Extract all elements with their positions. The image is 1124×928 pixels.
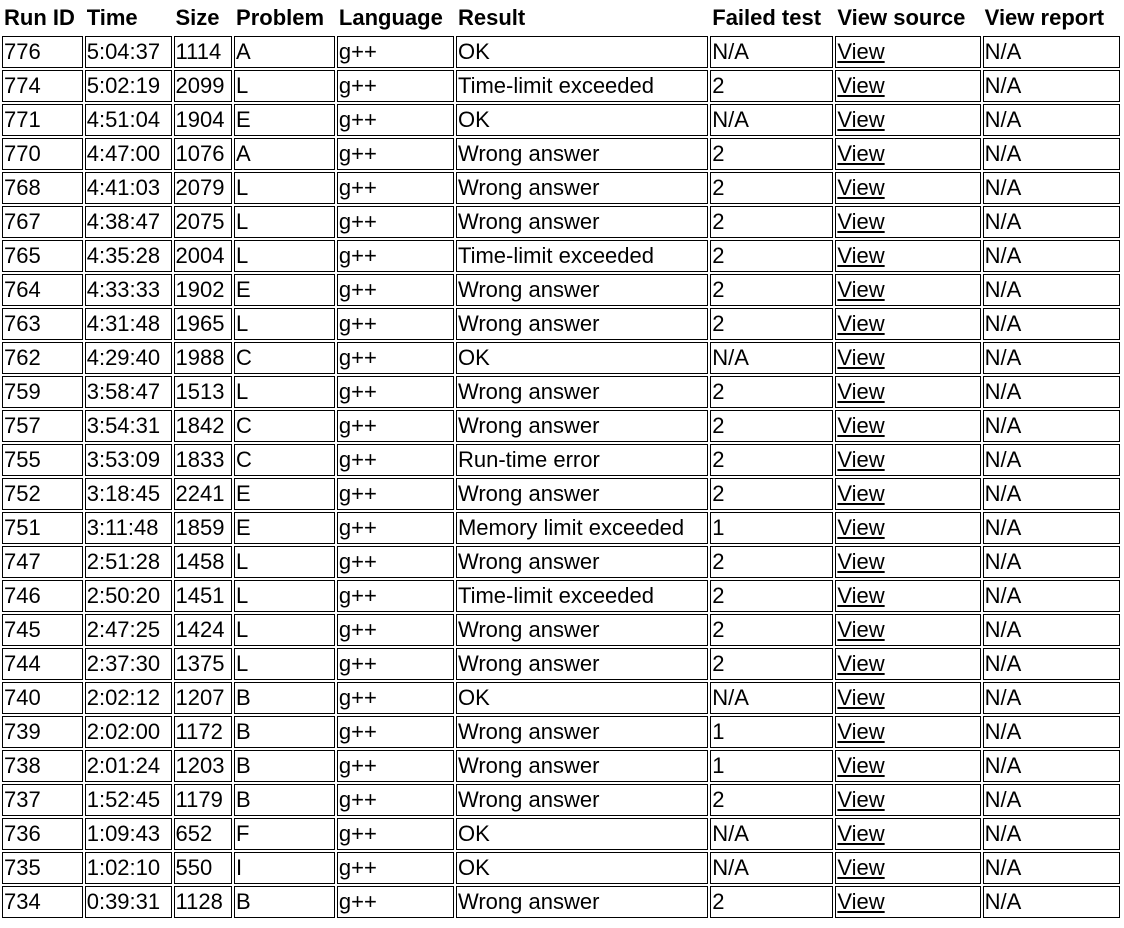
time-cell: 4:31:48 (85, 308, 172, 340)
view-report-cell: N/A (983, 376, 1120, 408)
failed-test-cell: 2 (710, 206, 833, 238)
failed-test-cell: 1 (710, 512, 833, 544)
result-cell: Time-limit exceeded (456, 580, 708, 612)
problem-cell: B (234, 784, 335, 816)
failed-test-cell: N/A (710, 104, 833, 136)
view-source-link[interactable]: View (837, 583, 885, 608)
failed-test-cell: 2 (710, 580, 833, 612)
table-row (2, 240, 1120, 272)
table-row (2, 818, 1120, 850)
view-source-link[interactable]: View (837, 787, 885, 812)
problem-cell: L (234, 614, 335, 646)
failed-test-cell: 2 (710, 444, 833, 476)
run-id-cell: 736 (2, 818, 83, 850)
result-cell: Wrong answer (456, 308, 708, 340)
view-source-cell (835, 648, 980, 680)
table-row (2, 546, 1120, 578)
run-id-cell: 738 (2, 750, 83, 782)
view-report-cell: N/A (983, 580, 1120, 612)
language-cell: g++ (337, 240, 454, 272)
run-id-cell: 747 (2, 546, 83, 578)
run-id-cell: 751 (2, 512, 83, 544)
table-row (2, 342, 1120, 374)
time-cell: 3:53:09 (85, 444, 172, 476)
view-source-cell (835, 206, 980, 238)
time-cell: 2:02:12 (85, 682, 172, 714)
view-report-cell: N/A (983, 36, 1120, 68)
language-cell: g++ (337, 104, 454, 136)
size-cell: 2241 (174, 478, 233, 510)
time-cell: 1:02:10 (85, 852, 172, 884)
size-cell: 1842 (174, 410, 233, 442)
result-cell: Wrong answer (456, 410, 708, 442)
time-cell: 3:11:48 (85, 512, 172, 544)
view-source-cell (835, 70, 980, 102)
size-cell: 1513 (174, 376, 233, 408)
header-row (2, 2, 1120, 34)
view-report-cell: N/A (983, 818, 1120, 850)
language-cell: g++ (337, 580, 454, 612)
result-cell: Run-time error (456, 444, 708, 476)
time-cell: 4:51:04 (85, 104, 172, 136)
view-source-link[interactable]: View (837, 515, 885, 540)
view-source-link[interactable]: View (837, 107, 885, 132)
view-source-cell (835, 852, 980, 884)
run-id-cell: 745 (2, 614, 83, 646)
problem-cell: B (234, 886, 335, 918)
view-source-link[interactable]: View (837, 379, 885, 404)
view-report-cell: N/A (983, 138, 1120, 170)
table-row (2, 172, 1120, 204)
view-source-cell (835, 512, 980, 544)
view-source-cell (835, 274, 980, 306)
language-cell: g++ (337, 342, 454, 374)
failed-test-cell: N/A (710, 342, 833, 374)
result-cell: OK (456, 818, 708, 850)
problem-cell: C (234, 444, 335, 476)
view-report-cell: N/A (983, 444, 1120, 476)
result-cell: Time-limit exceeded (456, 70, 708, 102)
view-source-link[interactable]: View (837, 855, 885, 880)
table-row (2, 410, 1120, 442)
col-header-view-report: View report (983, 2, 1120, 34)
view-report-cell: N/A (983, 614, 1120, 646)
failed-test-cell: 2 (710, 886, 833, 918)
run-id-cell: 746 (2, 580, 83, 612)
size-cell: 1207 (174, 682, 233, 714)
view-source-cell (835, 376, 980, 408)
view-report-cell: N/A (983, 240, 1120, 272)
problem-cell: L (234, 206, 335, 238)
view-report-cell: N/A (983, 512, 1120, 544)
table-body (2, 36, 1120, 918)
language-cell: g++ (337, 784, 454, 816)
size-cell: 1451 (174, 580, 233, 612)
time-cell: 4:35:28 (85, 240, 172, 272)
col-header-run-id: Run ID (2, 2, 83, 34)
run-id-cell: 770 (2, 138, 83, 170)
failed-test-cell: 2 (710, 70, 833, 102)
time-cell: 4:47:00 (85, 138, 172, 170)
view-source-link[interactable]: View (837, 685, 885, 710)
table-row (2, 784, 1120, 816)
view-source-link[interactable]: View (837, 549, 885, 574)
time-cell: 3:54:31 (85, 410, 172, 442)
result-cell: Wrong answer (456, 886, 708, 918)
problem-cell: B (234, 682, 335, 714)
view-source-cell (835, 410, 980, 442)
view-report-cell: N/A (983, 716, 1120, 748)
language-cell: g++ (337, 614, 454, 646)
view-report-cell: N/A (983, 886, 1120, 918)
time-cell: 4:38:47 (85, 206, 172, 238)
result-cell: Wrong answer (456, 138, 708, 170)
problem-cell: E (234, 274, 335, 306)
view-source-link[interactable]: View (837, 413, 885, 438)
failed-test-cell: 2 (710, 546, 833, 578)
failed-test-cell: 2 (710, 410, 833, 442)
view-source-cell (835, 342, 980, 374)
size-cell: 1904 (174, 104, 233, 136)
view-source-link[interactable]: View (837, 277, 885, 302)
size-cell: 652 (174, 818, 233, 850)
table-row (2, 886, 1120, 918)
view-report-cell: N/A (983, 206, 1120, 238)
problem-cell: E (234, 478, 335, 510)
time-cell: 5:04:37 (85, 36, 172, 68)
view-source-link[interactable]: View (837, 481, 885, 506)
view-source-cell (835, 682, 980, 714)
run-id-cell: 737 (2, 784, 83, 816)
problem-cell: L (234, 376, 335, 408)
run-id-cell: 774 (2, 70, 83, 102)
view-source-link[interactable]: View (837, 175, 885, 200)
problem-cell: A (234, 36, 335, 68)
time-cell: 2:01:24 (85, 750, 172, 782)
size-cell: 2004 (174, 240, 233, 272)
failed-test-cell: N/A (710, 852, 833, 884)
run-id-cell: 752 (2, 478, 83, 510)
run-id-cell: 762 (2, 342, 83, 374)
size-cell: 1172 (174, 716, 233, 748)
table-row (2, 750, 1120, 782)
table-row (2, 648, 1120, 680)
failed-test-cell: N/A (710, 682, 833, 714)
result-cell: Wrong answer (456, 716, 708, 748)
view-source-cell (835, 36, 980, 68)
failed-test-cell: 2 (710, 240, 833, 272)
table-row (2, 206, 1120, 238)
view-source-link[interactable]: View (837, 651, 885, 676)
failed-test-cell: 2 (710, 648, 833, 680)
table-row (2, 512, 1120, 544)
language-cell: g++ (337, 410, 454, 442)
problem-cell: L (234, 308, 335, 340)
table-row (2, 614, 1120, 646)
view-source-cell (835, 478, 980, 510)
view-report-cell: N/A (983, 546, 1120, 578)
time-cell: 1:52:45 (85, 784, 172, 816)
view-source-link[interactable]: View (837, 617, 885, 642)
view-report-cell: N/A (983, 274, 1120, 306)
view-source-link[interactable]: View (837, 141, 885, 166)
table-row (2, 70, 1120, 102)
run-id-cell: 776 (2, 36, 83, 68)
run-id-cell: 767 (2, 206, 83, 238)
run-id-cell: 759 (2, 376, 83, 408)
col-header-size: Size (174, 2, 233, 34)
view-source-cell (835, 308, 980, 340)
size-cell: 1424 (174, 614, 233, 646)
failed-test-cell: 1 (710, 716, 833, 748)
failed-test-cell: 1 (710, 750, 833, 782)
time-cell: 4:33:33 (85, 274, 172, 306)
table-row (2, 478, 1120, 510)
language-cell: g++ (337, 36, 454, 68)
size-cell: 2075 (174, 206, 233, 238)
table-row (2, 308, 1120, 340)
time-cell: 4:41:03 (85, 172, 172, 204)
view-report-cell: N/A (983, 648, 1120, 680)
size-cell: 550 (174, 852, 233, 884)
view-report-cell: N/A (983, 784, 1120, 816)
size-cell: 1128 (174, 886, 233, 918)
time-cell: 2:02:00 (85, 716, 172, 748)
language-cell: g++ (337, 478, 454, 510)
size-cell: 1076 (174, 138, 233, 170)
failed-test-cell: 2 (710, 274, 833, 306)
view-report-cell: N/A (983, 70, 1120, 102)
table-row (2, 274, 1120, 306)
size-cell: 1203 (174, 750, 233, 782)
view-report-cell: N/A (983, 308, 1120, 340)
problem-cell: L (234, 172, 335, 204)
problem-cell: F (234, 818, 335, 850)
run-id-cell: 765 (2, 240, 83, 272)
result-cell: OK (456, 342, 708, 374)
table-row (2, 580, 1120, 612)
view-source-cell (835, 614, 980, 646)
size-cell: 1179 (174, 784, 233, 816)
view-report-cell: N/A (983, 682, 1120, 714)
time-cell: 4:29:40 (85, 342, 172, 374)
run-id-cell: 744 (2, 648, 83, 680)
time-cell: 2:50:20 (85, 580, 172, 612)
problem-cell: L (234, 70, 335, 102)
failed-test-cell: 2 (710, 478, 833, 510)
col-header-problem: Problem (234, 2, 335, 34)
result-cell: Wrong answer (456, 648, 708, 680)
run-id-cell: 764 (2, 274, 83, 306)
view-source-link[interactable]: View (837, 719, 885, 744)
problem-cell: B (234, 750, 335, 782)
view-source-link[interactable]: View (837, 345, 885, 370)
size-cell: 2079 (174, 172, 233, 204)
size-cell: 1902 (174, 274, 233, 306)
run-id-cell: 734 (2, 886, 83, 918)
size-cell: 2099 (174, 70, 233, 102)
result-cell: OK (456, 682, 708, 714)
time-cell: 2:51:28 (85, 546, 172, 578)
view-source-link[interactable]: View (837, 209, 885, 234)
failed-test-cell: 2 (710, 138, 833, 170)
size-cell: 1375 (174, 648, 233, 680)
language-cell: g++ (337, 138, 454, 170)
view-source-link[interactable]: View (837, 311, 885, 336)
run-id-cell: 740 (2, 682, 83, 714)
result-cell: Wrong answer (456, 206, 708, 238)
problem-cell: A (234, 138, 335, 170)
language-cell: g++ (337, 376, 454, 408)
result-cell: Time-limit exceeded (456, 240, 708, 272)
language-cell: g++ (337, 546, 454, 578)
problem-cell: C (234, 342, 335, 374)
failed-test-cell: 2 (710, 614, 833, 646)
language-cell: g++ (337, 682, 454, 714)
run-id-cell: 768 (2, 172, 83, 204)
view-source-link[interactable]: View (837, 447, 885, 472)
run-id-cell: 755 (2, 444, 83, 476)
view-source-link[interactable]: View (837, 243, 885, 268)
view-source-cell (835, 546, 980, 578)
size-cell: 1965 (174, 308, 233, 340)
table-row (2, 376, 1120, 408)
size-cell: 1988 (174, 342, 233, 374)
problem-cell: C (234, 410, 335, 442)
problem-cell: L (234, 240, 335, 272)
language-cell: g++ (337, 716, 454, 748)
view-report-cell: N/A (983, 342, 1120, 374)
view-source-cell (835, 716, 980, 748)
language-cell: g++ (337, 750, 454, 782)
col-header-time: Time (85, 2, 172, 34)
time-cell: 1:09:43 (85, 818, 172, 850)
col-header-view-source: View source (835, 2, 980, 34)
view-source-link[interactable]: View (837, 73, 885, 98)
size-cell: 1859 (174, 512, 233, 544)
view-report-cell: N/A (983, 104, 1120, 136)
language-cell: g++ (337, 172, 454, 204)
view-source-link[interactable]: View (837, 821, 885, 846)
time-cell: 2:37:30 (85, 648, 172, 680)
view-report-cell: N/A (983, 852, 1120, 884)
language-cell: g++ (337, 308, 454, 340)
col-header-language: Language (337, 2, 454, 34)
run-id-cell: 771 (2, 104, 83, 136)
result-cell: Wrong answer (456, 274, 708, 306)
view-source-link[interactable]: View (837, 753, 885, 778)
language-cell: g++ (337, 70, 454, 102)
view-source-cell (835, 104, 980, 136)
result-cell: Wrong answer (456, 376, 708, 408)
time-cell: 3:18:45 (85, 478, 172, 510)
failed-test-cell: 2 (710, 172, 833, 204)
view-report-cell: N/A (983, 172, 1120, 204)
problem-cell: L (234, 546, 335, 578)
size-cell: 1833 (174, 444, 233, 476)
view-source-link[interactable]: View (837, 39, 885, 64)
problem-cell: L (234, 648, 335, 680)
time-cell: 3:58:47 (85, 376, 172, 408)
language-cell: g++ (337, 852, 454, 884)
col-header-result: Result (456, 2, 708, 34)
view-source-cell (835, 886, 980, 918)
result-cell: OK (456, 36, 708, 68)
time-cell: 5:02:19 (85, 70, 172, 102)
language-cell: g++ (337, 886, 454, 918)
table-header (2, 2, 1120, 34)
view-report-cell: N/A (983, 410, 1120, 442)
table-row (2, 852, 1120, 884)
failed-test-cell: N/A (710, 36, 833, 68)
table-row (2, 138, 1120, 170)
result-cell: Wrong answer (456, 614, 708, 646)
run-id-cell: 735 (2, 852, 83, 884)
table-row (2, 682, 1120, 714)
table-row (2, 104, 1120, 136)
problem-cell: E (234, 512, 335, 544)
result-cell: Wrong answer (456, 750, 708, 782)
view-source-cell (835, 818, 980, 850)
language-cell: g++ (337, 648, 454, 680)
problem-cell: E (234, 104, 335, 136)
table-row (2, 716, 1120, 748)
table-row (2, 36, 1120, 68)
view-source-cell (835, 240, 980, 272)
view-source-cell (835, 580, 980, 612)
time-cell: 2:47:25 (85, 614, 172, 646)
size-cell: 1114 (174, 36, 233, 68)
result-cell: Wrong answer (456, 478, 708, 510)
time-cell: 0:39:31 (85, 886, 172, 918)
result-cell: Wrong answer (456, 172, 708, 204)
problem-cell: L (234, 580, 335, 612)
view-source-cell (835, 172, 980, 204)
result-cell: Wrong answer (456, 546, 708, 578)
run-id-cell: 763 (2, 308, 83, 340)
view-source-cell (835, 444, 980, 476)
result-cell: Memory limit exceeded (456, 512, 708, 544)
failed-test-cell: N/A (710, 818, 833, 850)
view-source-cell (835, 138, 980, 170)
result-cell: Wrong answer (456, 784, 708, 816)
language-cell: g++ (337, 274, 454, 306)
problem-cell: I (234, 852, 335, 884)
result-cell: OK (456, 852, 708, 884)
result-cell: OK (456, 104, 708, 136)
problem-cell: B (234, 716, 335, 748)
view-report-cell: N/A (983, 478, 1120, 510)
language-cell: g++ (337, 512, 454, 544)
view-report-cell: N/A (983, 750, 1120, 782)
failed-test-cell: 2 (710, 784, 833, 816)
col-header-failed-test: Failed test (710, 2, 833, 34)
size-cell: 1458 (174, 546, 233, 578)
failed-test-cell: 2 (710, 376, 833, 408)
language-cell: g++ (337, 206, 454, 238)
view-source-cell (835, 750, 980, 782)
run-id-cell: 757 (2, 410, 83, 442)
view-source-cell (835, 784, 980, 816)
language-cell: g++ (337, 818, 454, 850)
language-cell: g++ (337, 444, 454, 476)
failed-test-cell: 2 (710, 308, 833, 340)
view-source-link[interactable]: View (837, 889, 885, 914)
run-id-cell: 739 (2, 716, 83, 748)
table-row (2, 444, 1120, 476)
